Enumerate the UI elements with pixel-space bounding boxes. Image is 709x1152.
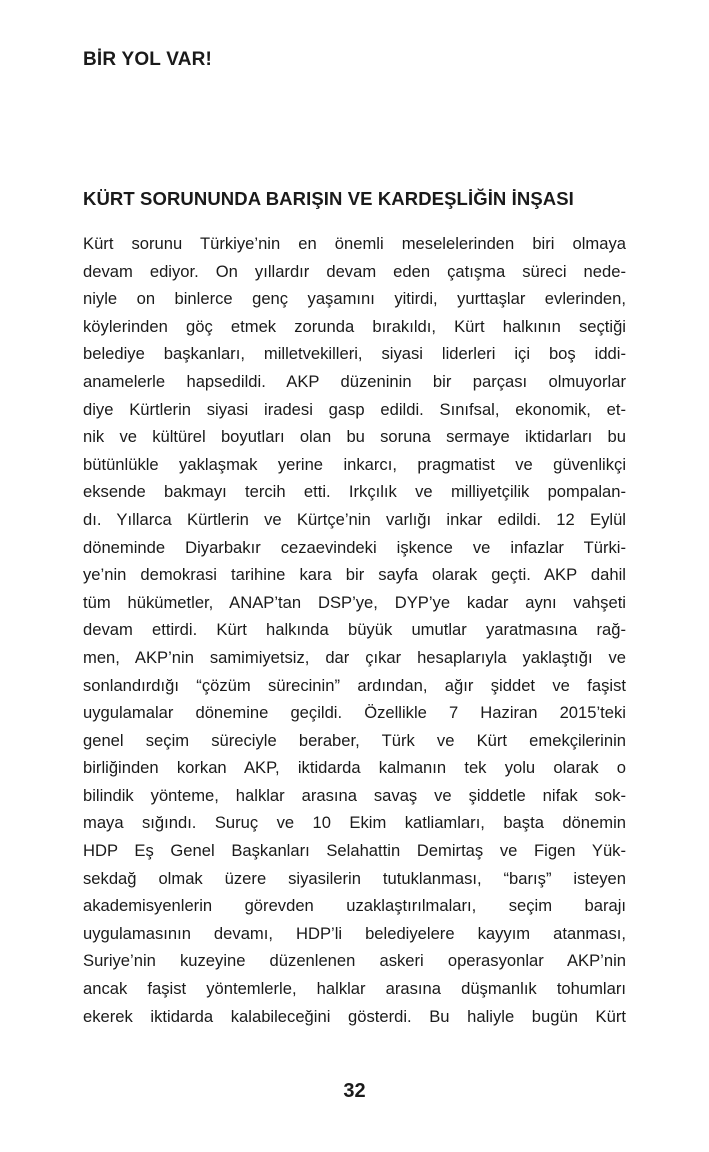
paragraph-line: ye’nin demokrasi tarihine kara bir sayfa olarak geçti. AKP dahil <box>83 565 626 585</box>
paragraph-line: köylerinden göç etmek zorunda bırakıldı, Kürt halkının seçtiği <box>83 316 626 336</box>
paragraph-line: ekerek iktidarda kalabileceğini gösterdi. Bu haliyle bugün Kürt <box>83 1006 626 1026</box>
paragraph-line: dı. Yıllarca Kürtlerin ve Kürtçe’nin varlığı inkar edildi. 12 Eylül <box>83 509 626 529</box>
paragraph-line: Suriye’nin kuzeyine düzenlenen askeri operasyonlar AKP’nin <box>83 951 626 971</box>
paragraph-line: diye Kürtlerin siyasi iradesi gasp edildi. Sınıfsal, ekonomik, et- <box>83 399 626 419</box>
paragraph-line: bütünlükle yaklaşmak yerine inkarcı, pragmatist ve güvenlikçi <box>83 454 626 474</box>
paragraph-line: anamelerle hapsedildi. AKP düzeninin bir parçası olmuyorlar <box>83 371 626 391</box>
paragraph-line: sonlandırdığı “çözüm sürecinin” ardından, ağır şiddet ve faşist <box>83 675 626 695</box>
paragraph-line: tüm hükümetler, ANAP’tan DSP’ye, DYP’ye kadar aynı vahşeti <box>83 592 626 612</box>
paragraph-line: nik ve kültürel boyutları olan bu soruna sermaye iktidarları bu <box>83 427 626 447</box>
paragraph-line: men, AKP’nin samimiyetsiz, dar çıkar hesaplarıyla yaklaştığı ve <box>83 647 626 667</box>
paragraph-line: döneminde Diyarbakır cezaevindeki işkence ve infazlar Türki- <box>83 537 626 557</box>
section-title: KÜRT SORUNUNDA BARIŞIN VE KARDEŞLİĞİN İNŞASI <box>83 188 574 209</box>
body-paragraph <box>83 230 626 1030</box>
paragraph-line: uygulamasının devamı, HDP’li belediyelere kayyım atanması, <box>83 923 626 943</box>
paragraph-line: HDP Eş Genel Başkanları Selahattin Demirtaş ve Figen Yük- <box>83 841 626 861</box>
page-number: 32 <box>343 1080 366 1102</box>
paragraph-line: belediye başkanları, milletvekilleri, siyasi liderleri içi boş iddi- <box>83 344 626 364</box>
paragraph-line: devam ettirdi. Kürt halkında büyük umutlar yaratmasına rağ- <box>83 620 626 640</box>
paragraph-line: bilindik yönteme, halklar arasına savaş ve şiddetle nifak sok- <box>83 785 626 805</box>
paragraph-line: Kürt sorunu Türkiye’nin en önemli meselelerinden biri olmaya <box>83 234 626 253</box>
paragraph-line: devam ediyor. On yıllardır devam eden çatışma süreci nede- <box>83 261 626 281</box>
paragraph-line: uygulamalar dönemine geçildi. Özellikle 7 Haziran 2015’teki <box>83 703 626 723</box>
paragraph-line: sekdağ olmak üzere siyasilerin tutuklanması, “barış” isteyen <box>83 868 626 888</box>
paragraph-line: niyle on binlerce genç yaşamını yitirdi, yurttaşlar evlerinden, <box>83 289 626 309</box>
paragraph-line: birliğinden korkan AKP, iktidarda kalmanın tek yolu olarak o <box>83 758 626 778</box>
paragraph-line: akademisyenlerin görevden uzaklaştırılmaları, seçim barajı <box>83 896 626 916</box>
paragraph-line: ancak faşist yöntemlerle, halklar arasına düşmanlık tohumları <box>83 979 626 999</box>
paragraph-line: eksende bakmayı tercih etti. Irkçılık ve milliyetçilik pompalan- <box>83 482 626 502</box>
running-header: BİR YOL VAR! <box>83 49 213 70</box>
paragraph-line: maya sığındı. Suruç ve 10 Ekim katliamları, başta dönemin <box>83 813 626 833</box>
paragraph-line: genel seçim süreciyle beraber, Türk ve Kürt emekçilerinin <box>83 730 626 750</box>
